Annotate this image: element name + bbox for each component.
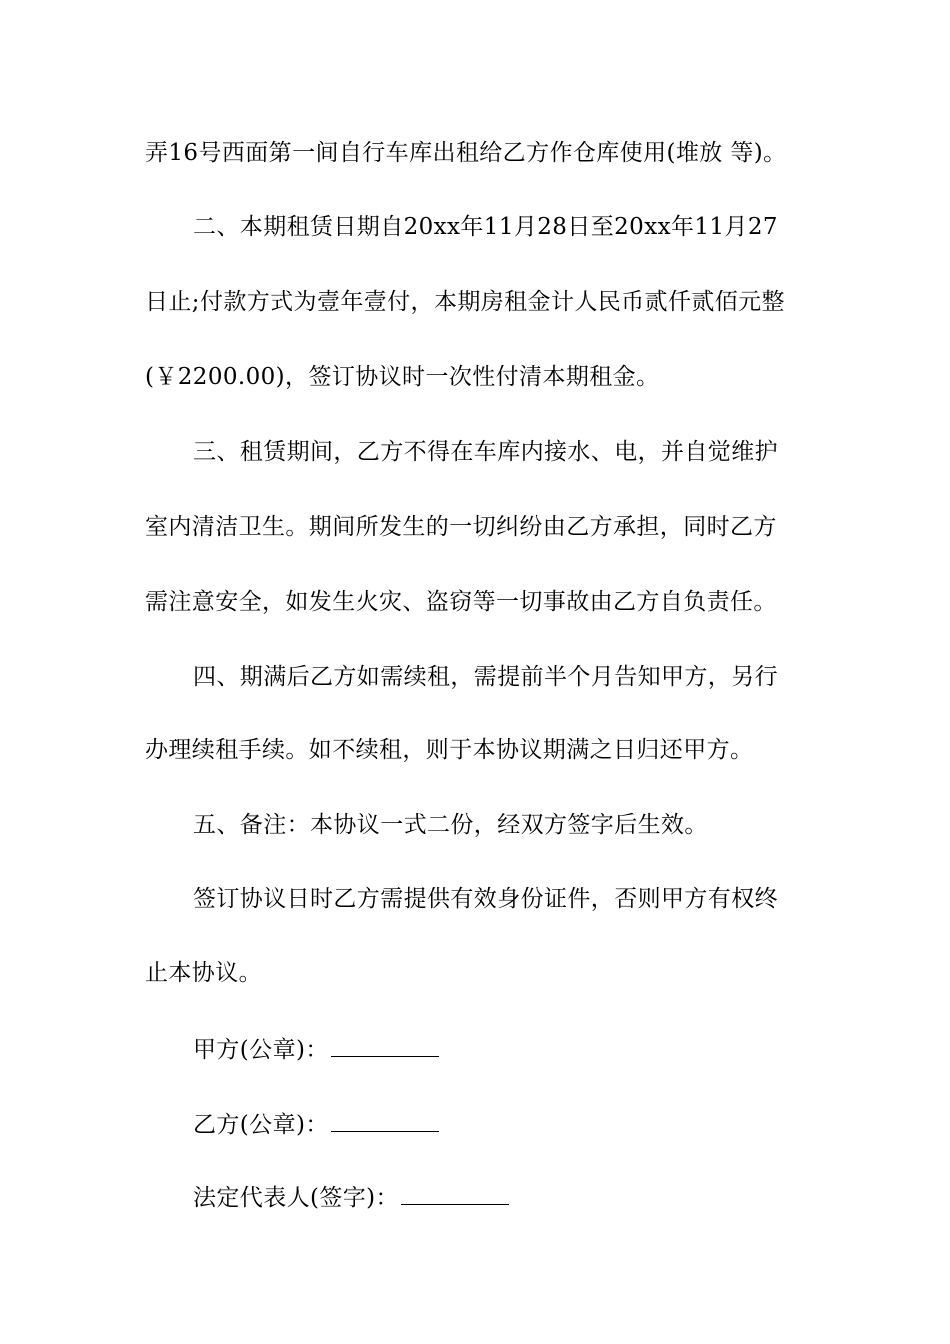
paragraph-line: 五、备注：本协议一式二份，经双方签字后生效。 (193, 812, 708, 838)
paragraph-line: 日止;付款方式为壹年壹付，本期房租金计人民币贰仟贰佰元整 (145, 289, 785, 315)
signature-party-b (193, 1105, 873, 1145)
paragraph-line: 四、期满后乙方如需续租，需提前半个月告知甲方，另行 (193, 664, 778, 690)
signature-label: 乙方(公章)： (193, 1112, 329, 1138)
paragraph-line: 签订协议日时乙方需提供有效身份证件，否则甲方有权终 (193, 886, 778, 912)
paragraph-line: 二、本期租赁日期自20xx年11月28日至20xx年11月27 (193, 214, 778, 240)
signature-blank (331, 1034, 439, 1057)
paragraph-line: 止本协议。 (145, 960, 262, 986)
paragraph-line: 室内清洁卫生。期间所发生的一切纠纷由乙方承担，同时乙方 (145, 514, 777, 540)
paragraph-line: (￥2200.00)，签订协议时一次性付清本期租金。 (145, 364, 660, 390)
signature-party-a (193, 1030, 873, 1070)
paragraph-line: 弄16号西面第一间自行车库出租给乙方作仓库使用(堆放 等)。 (145, 140, 787, 166)
signature-label: 甲方(公章)： (193, 1037, 329, 1063)
paragraph-line: 三、租赁期间，乙方不得在车库内接水、电，并自觉维护 (193, 439, 778, 465)
signature-blank (401, 1182, 509, 1205)
signature-label: 法定代表人(签字)： (193, 1185, 399, 1211)
signature-legal-rep (193, 1178, 873, 1218)
paragraph-line: 办理续租手续。如不续租，则于本协议期满之日归还甲方。 (145, 737, 754, 763)
signature-blank (331, 1109, 439, 1132)
paragraph-line: 需注意安全，如发生火灾、盗窃等一切事故由乙方自负责任。 (145, 589, 777, 615)
